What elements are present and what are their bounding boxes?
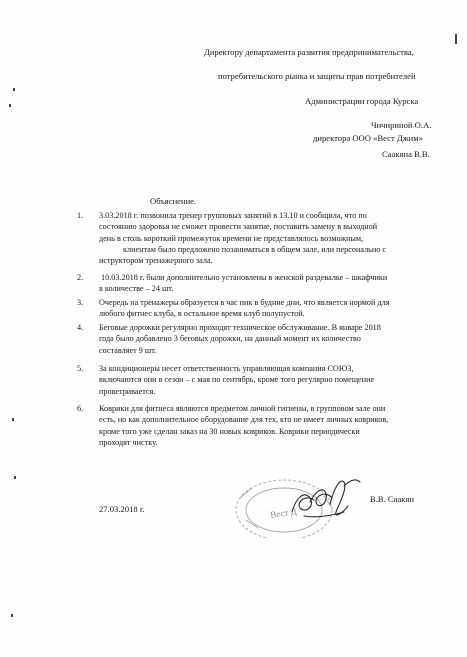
list-item-text: состоянию здоровья не сможет провести занятие, поставить замену в выходной <box>99 222 378 232</box>
scan-speck <box>9 104 11 107</box>
list-item-text: составляет 9 шт. <box>99 345 157 355</box>
list-item-number: 1. <box>77 211 84 220</box>
list-item-4 <box>77 322 381 356</box>
list-item-text: проветривается. <box>99 386 156 396</box>
list-item-number: 5. <box>77 364 84 373</box>
list-item-text: 10.03.2018 г. были дополнительно установлены в женской раздевалке – шкафчики <box>101 273 388 282</box>
list-item-text: Очередь на тренажеры образуется в час пик в будние дни, что является нормой для <box>99 298 390 307</box>
handwritten-signature <box>282 468 366 528</box>
list-item-text: года было добавлено 3 беговых дорожки, на данный момент их количество <box>99 334 361 344</box>
addressee-line-3: Администрации города Курска <box>305 96 419 106</box>
scan-speck <box>13 88 15 91</box>
list-item-text: в количестве – 24 шт. <box>99 284 174 294</box>
list-item-text: За кондиционеры несет ответственность управляющая компания СОЮЗ, <box>99 364 354 373</box>
list-item-text: есть, но как дополнительное оборудование для тех, кто не имеет личных ковриков, <box>99 415 389 425</box>
list-item-text: Коврики для фитнеса являются предметом личной гигиены, в групповом зале они <box>99 404 386 413</box>
list-item-text: Беговые дорожки регулярно проходят техническое обслуживание. В январе 2018 <box>99 323 381 332</box>
list-item-number: 3. <box>77 298 84 307</box>
scan-speck <box>11 614 13 617</box>
addressee-line-2: потребительского рынка и защиты прав потребителей <box>218 71 416 81</box>
addressee-line-5: директора ООО «Вест Джим» <box>313 133 424 143</box>
list-item-text: клиентам было предложено позаниматься в общем зале, или персонально с <box>123 244 387 254</box>
list-item-6 <box>77 403 389 448</box>
list-item-number: 4. <box>77 323 84 332</box>
list-item-5 <box>77 363 375 397</box>
scan-speck <box>12 418 14 421</box>
svg-text:Вест Д: Вест Д <box>269 506 298 520</box>
scan-speck <box>14 476 16 479</box>
document-title: Объяснение. <box>150 196 197 206</box>
document-date: 27.03.2018 г. <box>99 504 145 514</box>
list-item-text: проходят чистку. <box>99 437 158 447</box>
addressee-line-6: Саакяна В.В. <box>382 149 430 159</box>
list-item-text: день в столь короткий промежуток времени не представлялось возможным, <box>99 233 364 243</box>
scan-speck <box>455 34 457 44</box>
addressee-line-1: Директору департамента развития предпринимательства, <box>204 47 414 57</box>
list-item-number: 6. <box>77 404 84 413</box>
list-item-text: включаются они в сезон – с мая по сентябрь, кроме того регулярно помещение <box>99 375 375 385</box>
list-item-3 <box>77 297 390 320</box>
list-item-text: любого фитнес клуба, в остальное время клуб полупустой. <box>99 309 305 319</box>
signer-name: В.В. Саакян <box>370 494 414 504</box>
list-item-text: кроме того уже сделан заказ на 30 новых ковриков. Коврики периодически <box>99 426 360 436</box>
list-item-text: иструктором тренажерного зала. <box>99 256 213 266</box>
list-item-text: 3.03.2018 г. позвонила тренер групповых занятий в 13.10 и сообщила, что по <box>99 211 367 220</box>
list-item-1 <box>77 210 387 266</box>
addressee-line-4: Чичириной О.А. <box>371 120 432 130</box>
list-item-number: 2. <box>77 273 84 282</box>
list-item-2 <box>77 272 388 295</box>
